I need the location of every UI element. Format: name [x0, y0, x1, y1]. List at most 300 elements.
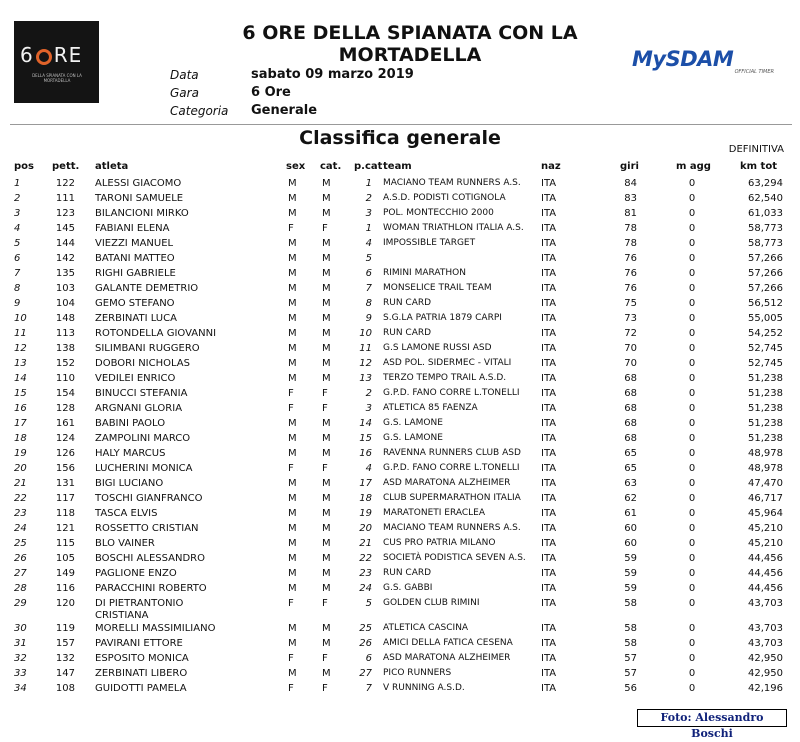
cell-giri: 57 [624, 668, 637, 679]
table-row [0, 523, 800, 538]
cell-sex: M [288, 433, 297, 444]
cell-cat: F [322, 403, 328, 414]
cell-sex: M [288, 623, 297, 634]
cell-cat: M [322, 283, 331, 294]
cell-pett: 131 [55, 478, 75, 489]
cell-sex: M [288, 478, 297, 489]
cell-athlete: HALY MARCUS [95, 448, 166, 459]
cell-naz: ITA [541, 238, 557, 249]
cell-athlete-line2: CRISTIANA [95, 610, 149, 621]
table-row [0, 343, 800, 358]
cell-pcat: 25 [359, 623, 372, 634]
cell-pett: 115 [55, 538, 75, 549]
cell-cat: M [322, 638, 331, 649]
cell-giri: 75 [624, 298, 637, 309]
cell-team: SOCIETÀ PODISTICA SEVEN A.S. [383, 553, 526, 563]
cell-pos: 33 [14, 668, 27, 679]
cell-magg: 0 [688, 433, 696, 444]
cell-sex: M [288, 208, 297, 219]
col-athlete: atleta [95, 161, 129, 172]
cell-pcat: 10 [359, 328, 372, 339]
cell-pett: 105 [55, 553, 75, 564]
cell-pett: 148 [55, 313, 75, 324]
cell-athlete: BIGI LUCIANO [95, 478, 164, 489]
cell-giri: 63 [624, 478, 637, 489]
cell-km: 46,717 [748, 493, 783, 504]
logo-ring-icon [36, 49, 52, 65]
cell-sex: M [288, 493, 297, 504]
table-row [0, 298, 800, 313]
cell-magg: 0 [688, 623, 696, 634]
header-divider [10, 124, 792, 125]
table-row [0, 238, 800, 253]
cell-pos: 16 [14, 403, 27, 414]
cell-cat: M [322, 193, 331, 204]
cell-magg: 0 [688, 478, 696, 489]
table-row [0, 538, 800, 553]
cell-pett: 152 [55, 358, 75, 369]
cell-magg: 0 [688, 493, 696, 504]
cell-km: 61,033 [748, 208, 783, 219]
cell-pett: 120 [55, 598, 75, 609]
cell-team: PICO RUNNERS [383, 668, 452, 678]
cell-km: 43,703 [748, 638, 783, 649]
cell-magg: 0 [688, 538, 696, 549]
cell-athlete: DOBORI NICHOLAS [95, 358, 190, 369]
cell-sex: M [288, 343, 297, 354]
cell-pos: 8 [14, 283, 21, 294]
cell-pcat: 7 [365, 283, 372, 294]
table-row [0, 568, 800, 583]
cell-sex: F [288, 598, 294, 609]
cell-pcat: 1 [365, 178, 372, 189]
cell-pcat: 5 [365, 253, 372, 264]
cell-pett: 104 [55, 298, 75, 309]
cell-naz: ITA [541, 268, 557, 279]
cell-pcat: 24 [359, 583, 372, 594]
cell-naz: ITA [541, 568, 557, 579]
cell-team: AMICI DELLA FATICA CESENA [383, 638, 513, 648]
cell-magg: 0 [688, 283, 696, 294]
cell-km: 63,294 [748, 178, 783, 189]
cell-giri: 70 [624, 343, 637, 354]
cell-pett: 156 [55, 463, 75, 474]
cell-cat: F [322, 223, 328, 234]
cell-pos: 10 [14, 313, 27, 324]
cell-giri: 68 [624, 433, 637, 444]
cell-sex: F [288, 683, 294, 694]
cell-athlete: MORELLI MASSIMILIANO [95, 623, 216, 634]
cell-magg: 0 [688, 343, 696, 354]
cell-pcat: 5 [365, 598, 372, 609]
cell-pett: 124 [55, 433, 75, 444]
cell-naz: ITA [541, 653, 557, 664]
cell-sex: M [288, 638, 297, 649]
cell-team: TERZO TEMPO TRAIL A.S.D. [383, 373, 507, 383]
cell-km: 43,703 [748, 598, 783, 609]
cell-pos: 23 [14, 508, 27, 519]
col-naz: naz [541, 161, 561, 172]
meta-date-value: sabato 09 marzo 2019 [251, 67, 414, 82]
cell-cat: M [322, 178, 331, 189]
col-pett: pett. [52, 161, 80, 172]
logo-wordmark: 6 RE [20, 43, 83, 67]
cell-cat: F [322, 388, 328, 399]
cell-sex: F [288, 463, 294, 474]
cell-giri: 58 [624, 623, 637, 634]
cell-giri: 83 [624, 193, 637, 204]
table-row [0, 358, 800, 373]
cell-giri: 76 [624, 253, 637, 264]
cell-pos: 26 [14, 553, 27, 564]
cell-giri: 68 [624, 418, 637, 429]
cell-pett: 123 [55, 208, 75, 219]
cell-pos: 22 [14, 493, 27, 504]
cell-km: 48,978 [748, 463, 783, 474]
cell-sex: M [288, 508, 297, 519]
cell-km: 48,978 [748, 448, 783, 459]
cell-athlete: LUCHERINI MONICA [95, 463, 193, 474]
cell-km: 57,266 [748, 283, 783, 294]
cell-pcat: 12 [359, 358, 372, 369]
cell-athlete: RIGHI GABRIELE [95, 268, 176, 279]
cell-naz: ITA [541, 178, 557, 189]
cell-giri: 72 [624, 328, 637, 339]
cell-pos: 7 [14, 268, 21, 279]
cell-magg: 0 [688, 238, 696, 249]
cell-giri: 81 [624, 208, 637, 219]
cell-athlete: TARONI SAMUELE [95, 193, 184, 204]
cell-pcat: 3 [365, 208, 372, 219]
cell-athlete: PAVIRANI ETTORE [95, 638, 183, 649]
cell-km: 52,745 [748, 343, 783, 354]
cell-naz: ITA [541, 208, 557, 219]
cell-team: A.S.D. PODISTI COTIGNOLA [383, 193, 506, 203]
cell-team: MARATONETI ERACLEA [383, 508, 485, 518]
cell-giri: 76 [624, 268, 637, 279]
cell-sex: F [288, 403, 294, 414]
cell-pos: 21 [14, 478, 27, 489]
cell-magg: 0 [688, 388, 696, 399]
cell-athlete: SILIMBANI RUGGERO [95, 343, 200, 354]
cell-km: 55,005 [748, 313, 783, 324]
cell-sex: M [288, 358, 297, 369]
cell-athlete: BOSCHI ALESSANDRO [95, 553, 205, 564]
cell-team: RUN CARD [383, 328, 432, 338]
cell-team: WOMAN TRIATHLON ITALIA A.S. [383, 223, 524, 233]
cell-pcat: 14 [359, 418, 372, 429]
cell-cat: M [322, 623, 331, 634]
cell-pos: 20 [14, 463, 27, 474]
table-row [0, 583, 800, 598]
cell-magg: 0 [688, 683, 696, 694]
cell-pos: 9 [14, 298, 21, 309]
col-giri: giri [620, 161, 639, 172]
cell-km: 58,773 [748, 223, 783, 234]
cell-cat: M [322, 253, 331, 264]
cell-naz: ITA [541, 623, 557, 634]
cell-cat: M [322, 313, 331, 324]
cell-giri: 78 [624, 238, 637, 249]
cell-sex: M [288, 283, 297, 294]
cell-sex: M [288, 313, 297, 324]
cell-athlete: VEDILEI ENRICO [95, 373, 176, 384]
table-row [0, 208, 800, 223]
col-pcat: p.cat [354, 161, 383, 172]
cell-pcat: 17 [359, 478, 372, 489]
cell-pcat: 15 [359, 433, 372, 444]
cell-magg: 0 [688, 583, 696, 594]
cell-athlete: BILANCIONI MIRKO [95, 208, 189, 219]
cell-km: 44,456 [748, 583, 783, 594]
cell-giri: 60 [624, 523, 637, 534]
cell-pcat: 9 [365, 313, 372, 324]
table-row [0, 493, 800, 508]
cell-km: 51,238 [748, 373, 783, 384]
cell-magg: 0 [688, 553, 696, 564]
cell-naz: ITA [541, 223, 557, 234]
col-pos: pos [14, 161, 34, 172]
cell-km: 51,238 [748, 403, 783, 414]
cell-sex: M [288, 193, 297, 204]
cell-magg: 0 [688, 638, 696, 649]
cell-naz: ITA [541, 403, 557, 414]
cell-magg: 0 [688, 418, 696, 429]
cell-naz: ITA [541, 418, 557, 429]
cell-giri: 76 [624, 283, 637, 294]
table-row [0, 328, 800, 343]
cell-magg: 0 [688, 313, 696, 324]
cell-team: ATLETICA 85 FAENZA [383, 403, 478, 413]
cell-magg: 0 [688, 208, 696, 219]
brand-name: MySDAM [632, 47, 734, 71]
cell-sex: M [288, 373, 297, 384]
table-row [0, 283, 800, 298]
cell-cat: M [322, 583, 331, 594]
meta-category-label: Categoria [170, 104, 229, 118]
cell-km: 51,238 [748, 418, 783, 429]
cell-pett: 119 [55, 623, 75, 634]
cell-pett: 118 [55, 508, 75, 519]
cell-pos: 3 [14, 208, 21, 219]
cell-pos: 30 [14, 623, 27, 634]
cell-cat: M [322, 553, 331, 564]
cell-team: MACIANO TEAM RUNNERS A.S. [383, 523, 521, 533]
cell-pett: 122 [55, 178, 75, 189]
cell-pett: 121 [55, 523, 75, 534]
cell-naz: ITA [541, 508, 557, 519]
table-row [0, 553, 800, 568]
cell-team: ASD MARATONA ALZHEIMER [383, 653, 511, 663]
cell-giri: 57 [624, 653, 637, 664]
logo-tagline: DELLA SPIANATA CON LA MORTADELLA [32, 73, 82, 83]
cell-giri: 68 [624, 373, 637, 384]
cell-naz: ITA [541, 598, 557, 609]
cell-athlete: ALESSI GIACOMO [95, 178, 182, 189]
cell-pos: 4 [14, 223, 21, 234]
cell-athlete: ZERBINATI LIBERO [95, 668, 188, 679]
cell-pett: 126 [55, 448, 75, 459]
cell-team: GOLDEN CLUB RIMINI [383, 598, 480, 608]
cell-cat: M [322, 478, 331, 489]
cell-km: 42,950 [748, 653, 783, 664]
cell-naz: ITA [541, 433, 557, 444]
cell-pcat: 6 [365, 653, 372, 664]
cell-pcat: 13 [359, 373, 372, 384]
cell-naz: ITA [541, 373, 557, 384]
cell-athlete: DI PIETRANTONIO [95, 598, 184, 609]
cell-naz: ITA [541, 343, 557, 354]
col-team: team [383, 161, 412, 172]
cell-pett: 142 [55, 253, 75, 264]
cell-sex: M [288, 668, 297, 679]
cell-cat: F [322, 463, 328, 474]
cell-sex: M [288, 328, 297, 339]
table-row [0, 388, 800, 403]
cell-naz: ITA [541, 328, 557, 339]
table-row [0, 463, 800, 478]
cell-cat: M [322, 448, 331, 459]
cell-km: 42,196 [748, 683, 783, 694]
meta-race-value: 6 Ore [251, 85, 291, 100]
cell-giri: 65 [624, 448, 637, 459]
cell-km: 42,950 [748, 668, 783, 679]
cell-naz: ITA [541, 638, 557, 649]
cell-pcat: 26 [359, 638, 372, 649]
photo-credit: Foto: Alessandro Boschi [637, 709, 787, 727]
cell-pett: 116 [55, 583, 75, 594]
cell-athlete: FABIANI ELENA [95, 223, 170, 234]
table-row [0, 418, 800, 433]
cell-athlete: GALANTE DEMETRIO [95, 283, 199, 294]
cell-cat: M [322, 668, 331, 679]
cell-pett: 117 [55, 493, 75, 504]
cell-pos: 34 [14, 683, 27, 694]
cell-team: RUN CARD [383, 568, 432, 578]
cell-sex: M [288, 238, 297, 249]
cell-sex: M [288, 448, 297, 459]
table-row [0, 668, 800, 683]
cell-pcat: 3 [365, 403, 372, 414]
table-row [0, 268, 800, 283]
cell-pcat: 2 [365, 193, 372, 204]
cell-pett: 111 [55, 193, 75, 204]
cell-pos: 14 [14, 373, 27, 384]
cell-magg: 0 [688, 328, 696, 339]
cell-cat: M [322, 238, 331, 249]
cell-team: RIMINI MARATHON [383, 268, 466, 278]
cell-pcat: 20 [359, 523, 372, 534]
cell-giri: 58 [624, 638, 637, 649]
cell-pcat: 4 [365, 238, 372, 249]
cell-pos: 32 [14, 653, 27, 664]
cell-team: ASD POL. SIDERMEC - VITALI [383, 358, 512, 368]
cell-km: 43,703 [748, 623, 783, 634]
cell-team: IMPOSSIBLE TARGET [383, 238, 476, 248]
cell-pos: 11 [14, 328, 27, 339]
cell-cat: F [322, 653, 328, 664]
cell-naz: ITA [541, 683, 557, 694]
cell-km: 45,210 [748, 538, 783, 549]
table-row [0, 223, 800, 238]
cell-km: 44,456 [748, 553, 783, 564]
cell-magg: 0 [688, 598, 696, 609]
cell-cat: M [322, 268, 331, 279]
cell-pcat: 19 [359, 508, 372, 519]
cell-pcat: 18 [359, 493, 372, 504]
cell-pett: 110 [55, 373, 75, 384]
cell-giri: 59 [624, 583, 637, 594]
cell-naz: ITA [541, 193, 557, 204]
cell-pos: 15 [14, 388, 27, 399]
cell-pcat: 27 [359, 668, 372, 679]
cell-giri: 61 [624, 508, 637, 519]
cell-sex: M [288, 583, 297, 594]
cell-giri: 62 [624, 493, 637, 504]
cell-naz: ITA [541, 493, 557, 504]
cell-sex: M [288, 178, 297, 189]
cell-km: 44,456 [748, 568, 783, 579]
cell-athlete: ZAMPOLINI MARCO [95, 433, 191, 444]
cell-cat: M [322, 538, 331, 549]
cell-athlete: ROSSETTO CRISTIAN [95, 523, 199, 534]
cell-team: G.P.D. FANO CORRE L.TONELLI [383, 388, 520, 398]
cell-sex: M [288, 253, 297, 264]
cell-athlete: PAGLIONE ENZO [95, 568, 177, 579]
cell-athlete: BINUCCI STEFANIA [95, 388, 188, 399]
table-row [0, 313, 800, 328]
cell-athlete: PARACCHINI ROBERTO [95, 583, 207, 594]
cell-km: 56,512 [748, 298, 783, 309]
cell-km: 57,266 [748, 268, 783, 279]
cell-km: 51,238 [748, 433, 783, 444]
cell-pos: 24 [14, 523, 27, 534]
cell-giri: 68 [624, 403, 637, 414]
cell-cat: M [322, 433, 331, 444]
cell-magg: 0 [688, 193, 696, 204]
cell-team: ATLETICA CASCINA [383, 623, 469, 633]
cell-pos: 31 [14, 638, 27, 649]
cell-cat: M [322, 328, 331, 339]
cell-team: RAVENNA RUNNERS CLUB ASD [383, 448, 521, 458]
cell-pcat: 7 [365, 683, 372, 694]
cell-cat: F [322, 598, 328, 609]
cell-km: 58,773 [748, 238, 783, 249]
cell-team: MACIANO TEAM RUNNERS A.S. [383, 178, 521, 188]
cell-km: 45,964 [748, 508, 783, 519]
table-row [0, 193, 800, 208]
cell-magg: 0 [688, 298, 696, 309]
cell-giri: 58 [624, 598, 637, 609]
cell-team: G.S LAMONE RUSSI ASD [383, 343, 492, 353]
cell-pcat: 8 [365, 298, 372, 309]
cell-cat: M [322, 343, 331, 354]
cell-sex: M [288, 523, 297, 534]
cell-cat: F [322, 683, 328, 694]
cell-sex: M [288, 538, 297, 549]
cell-naz: ITA [541, 388, 557, 399]
cell-sex: M [288, 418, 297, 429]
table-row [0, 653, 800, 668]
cell-magg: 0 [688, 668, 696, 679]
table-row [0, 623, 800, 638]
cell-sex: F [288, 223, 294, 234]
cell-pos: 2 [14, 193, 21, 204]
cell-cat: M [322, 418, 331, 429]
cell-km: 57,266 [748, 253, 783, 264]
cell-km: 52,745 [748, 358, 783, 369]
cell-team: G.S. GABBI [383, 583, 433, 593]
